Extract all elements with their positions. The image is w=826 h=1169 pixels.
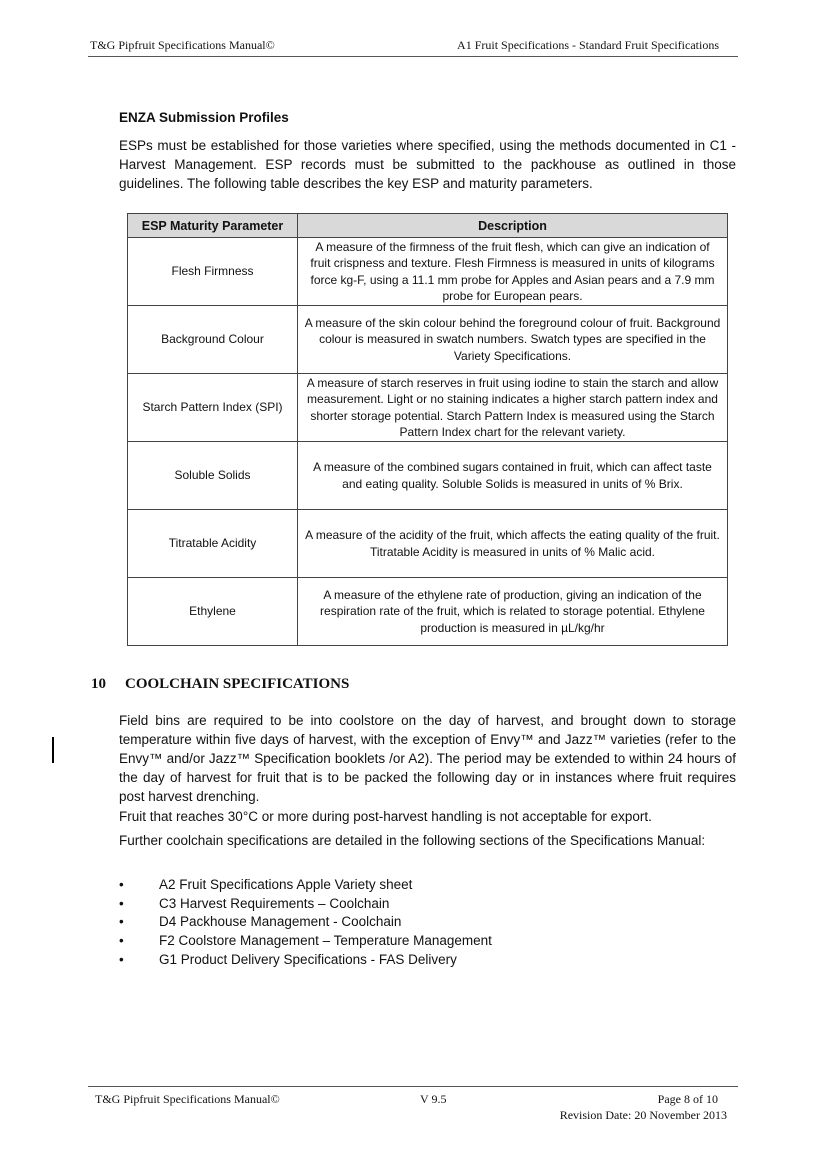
bullet-icon: • bbox=[119, 933, 124, 949]
esp-parameters-table bbox=[127, 213, 728, 646]
footer-divider bbox=[88, 1086, 738, 1087]
list-item bbox=[119, 876, 492, 895]
section-number: 10 bbox=[91, 676, 106, 692]
table-row bbox=[128, 578, 728, 646]
list-item-text: G1 Product Delivery Specifications - FAS Delivery bbox=[159, 951, 457, 967]
list-item bbox=[119, 932, 492, 951]
table-row bbox=[128, 374, 728, 442]
description-cell: A measure of the firmness of the fruit flesh, which can give an indication of fruit crispness and texture. Flesh Firmness is measured in units of kilograms force kg-F, using a 11.1 mm probe for Apples and Asian pears and a 7.9 mm probe for European pears. bbox=[298, 238, 728, 306]
table-row bbox=[128, 306, 728, 374]
table-row bbox=[128, 510, 728, 578]
footer-page-number: Page 8 of 10 bbox=[657, 1092, 718, 1106]
bullet-icon: • bbox=[119, 951, 124, 967]
description-cell: A measure of the combined sugars contained in fruit, which can affect taste and eating quality. Soluble Solids is measured in units of % Brix. bbox=[298, 442, 728, 510]
coolchain-heading bbox=[91, 676, 349, 693]
column-header-parameter: ESP Maturity Parameter bbox=[128, 214, 298, 238]
list-item bbox=[119, 913, 492, 932]
parameter-cell: Ethylene bbox=[128, 578, 298, 646]
enza-section-title: ENZA Submission Profiles bbox=[119, 110, 289, 125]
parameter-cell: Flesh Firmness bbox=[128, 238, 298, 306]
header-divider bbox=[88, 56, 738, 57]
bullet-icon: • bbox=[119, 895, 124, 911]
bullet-icon: • bbox=[119, 877, 124, 892]
description-cell: A measure of the acidity of the fruit, which affects the eating quality of the fruit. Titratable Acidity is measured in units of % Malic acid. bbox=[298, 510, 728, 578]
table-row bbox=[128, 442, 728, 510]
list-item-text: C3 Harvest Requirements – Coolchain bbox=[159, 895, 390, 911]
description-cell: A measure of the ethylene rate of production, giving an indication of the respiration rate of the fruit, which is related to storage potential. Ethylene production is measured in µL/kg/hr bbox=[298, 578, 728, 646]
list-item-text: D4 Packhouse Management - Coolchain bbox=[159, 914, 402, 930]
list-item bbox=[119, 895, 492, 914]
enza-intro-paragraph: ESPs must be established for those varieties where specified, using the methods documented in C1 - Harvest Management. ESP records must be submitted to the packhouse as outlined in those guidelines. The following table describes the key ESP and maturity parameters. bbox=[119, 138, 736, 191]
list-item bbox=[119, 951, 492, 970]
header-section-title: A1 Fruit Specifications - Standard Fruit Specifications bbox=[457, 38, 719, 52]
coolchain-paragraph-2: Fruit that reaches 30°C or more during post-harvest handling is not acceptable for export. bbox=[119, 809, 652, 824]
parameter-cell: Starch Pattern Index (SPI) bbox=[128, 374, 298, 442]
revision-change-bar bbox=[52, 737, 54, 763]
coolchain-reference-list bbox=[119, 876, 492, 969]
footer-version: V 9.5 bbox=[420, 1092, 447, 1106]
list-item-text: F2 Coolstore Management – Temperature Management bbox=[159, 933, 492, 949]
coolchain-paragraph-1: Field bins are required to be into coolstore on the day of harvest, and brought down to storage temperature within five days of harvest, with the exception of Envy™ and Jazz™ varieties (refer to the Envy™ and/or Jazz™ Specification booklets /or A2). The period may be extended to within 24 hours of the day of harvest for fruit that is to be packed the following day or in instances where fruit requires post harvest drenching. bbox=[119, 713, 736, 804]
section-title: COOLCHAIN SPECIFICATIONS bbox=[125, 676, 350, 692]
coolchain-paragraph-3: Further coolchain specifications are detailed in the following sections of the Specifications Manual: bbox=[119, 833, 706, 848]
header-manual-title: T&G Pipfruit Specifications Manual© bbox=[90, 38, 275, 52]
column-header-description: Description bbox=[298, 214, 728, 238]
list-item-text: A2 Fruit Specifications Apple Variety sheet bbox=[159, 877, 413, 892]
table-row bbox=[128, 238, 728, 306]
table-header-row bbox=[128, 214, 728, 238]
description-cell: A measure of the skin colour behind the foreground colour of fruit. Background colour is measured in swatch numbers. Swatch types are specified in the Variety Specifications. bbox=[298, 306, 728, 374]
description-cell: A measure of starch reserves in fruit using iodine to stain the starch and allow measurement. Light or no staining indicates a higher starch pattern index and shorter storage potential. Starch Pattern Index is measured using the Starch Pattern Index chart for the relevant variety. bbox=[298, 374, 728, 442]
footer-revision-date: Revision Date: 20 November 2013 bbox=[559, 1108, 727, 1122]
parameter-cell: Titratable Acidity bbox=[128, 510, 298, 578]
footer-manual-title: T&G Pipfruit Specifications Manual© bbox=[95, 1092, 280, 1106]
bullet-icon: • bbox=[119, 914, 124, 930]
parameter-cell: Background Colour bbox=[128, 306, 298, 374]
parameter-cell: Soluble Solids bbox=[128, 442, 298, 510]
